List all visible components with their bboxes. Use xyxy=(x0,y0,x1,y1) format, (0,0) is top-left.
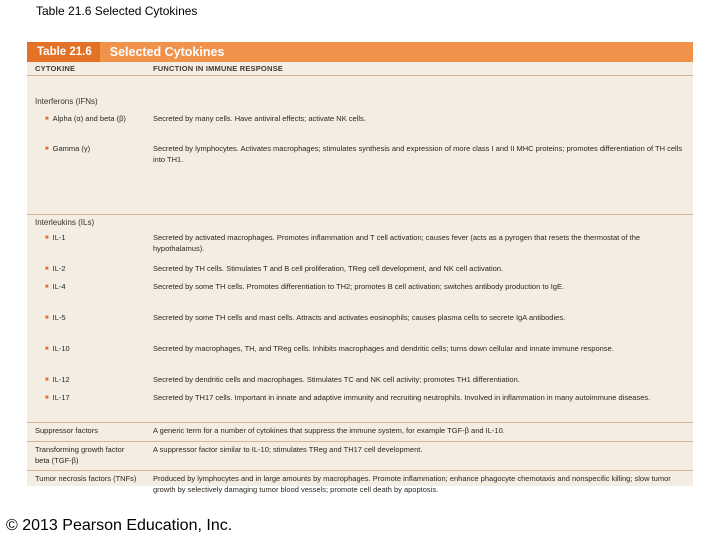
cytokine-name: IL-12 xyxy=(52,375,70,384)
group-title: Interleukins (ILs) xyxy=(35,218,95,227)
cytokine-name: Tumor necrosis factors (TNFs) xyxy=(35,474,137,483)
group-title: Interferons (IFNs) xyxy=(35,97,98,106)
cytokine-function: Produced by lymphocytes and in large amounts by macrophages. Promote inflammation; enhance phagocyte chemotaxis and nonspecific killing; slow tumor growth by selectively damaging tumor blood vessels; promote cell death by apoptosis. xyxy=(153,474,671,494)
bullet-icon: ■ xyxy=(45,146,49,152)
cytokine-function: A suppressor factor similar to IL-10; stimulates TReg and TH17 cell development. xyxy=(153,445,423,454)
slide-title: Table 21.6 Selected Cytokines xyxy=(36,4,198,18)
cytokine-function: Secreted by some TH cells and mast cells. Attracts and activates eosinophils; causes plasma cells to secrete IgA antibodies. xyxy=(153,313,566,322)
cytokine-function: A generic term for a number of cytokines that suppress the immune system, for example TGF-β and IL-10. xyxy=(153,426,505,435)
cytokine-name: IL-5 xyxy=(52,313,66,322)
cytokine-name: Transforming growth factor beta (TGF-β) xyxy=(35,445,125,465)
cytokine-function: Secreted by some TH cells. Promotes differentiation to TH2; promotes B cell activation; switches antibody production to IgE. xyxy=(153,282,565,291)
column-header-cytokine: CYTOKINE xyxy=(35,64,76,73)
cytokine-function: Secreted by dendritic cells and macrophages. Stimulates TC and NK cell activity; promotes TH1 differentiation. xyxy=(153,375,520,384)
column-header-function: FUNCTION IN IMMUNE RESPONSE xyxy=(153,64,283,73)
copyright-notice: © 2013 Pearson Education, Inc. xyxy=(6,517,233,534)
table-number-badge: Table 21.6 xyxy=(27,42,100,62)
interleukins-group xyxy=(27,215,693,423)
cytokine-name: IL-1 xyxy=(52,233,66,242)
cytokine-name: Alpha (α) and beta (β) xyxy=(52,114,126,123)
bullet-icon: ■ xyxy=(45,235,49,241)
bullet-icon: ■ xyxy=(45,116,49,122)
bullet-icon: ■ xyxy=(45,395,49,401)
cytokine-name: IL-17 xyxy=(52,393,70,402)
cytokine-function: Secreted by macrophages, TH, and TReg cells. Inhibits macrophages and dendritic cells; turns down cellular and innate immune response. xyxy=(153,344,614,353)
cytokine-function: Secreted by TH cells. Stimulates T and B cell proliferation, TReg cell development, and NK cell activation. xyxy=(153,264,504,273)
bullet-icon: ■ xyxy=(45,315,49,321)
column-headers xyxy=(27,62,693,76)
cytokine-name: Gamma (γ) xyxy=(52,144,91,153)
cytokine-name: IL-4 xyxy=(52,282,66,291)
cytokine-function: Secreted by many cells. Have antiviral effects; activate NK cells. xyxy=(153,114,366,123)
interferons-group xyxy=(27,76,693,215)
bullet-icon: ■ xyxy=(45,346,49,352)
suppressor-factors-row xyxy=(27,423,693,442)
cytokine-name: IL-10 xyxy=(52,344,70,353)
cytokine-function: Secreted by TH17 cells. Important in innate and adaptive immunity and recruiting neutrophils. Involved in inflammation in many autoimmune diseases. xyxy=(153,393,651,402)
cytokine-function: Secreted by activated macrophages. Promotes inflammation and T cell activation; causes fever (acts as a pyrogen that resets the thermostat of the hypothalamus). xyxy=(153,233,641,253)
table-title: Selected Cytokines xyxy=(109,45,225,59)
cytokine-name: Suppressor factors xyxy=(35,426,98,435)
bullet-icon: ■ xyxy=(45,377,49,383)
bullet-icon: ■ xyxy=(45,266,49,272)
cytokine-name: IL-2 xyxy=(52,264,66,273)
cytokine-table xyxy=(27,42,693,494)
tnf-row xyxy=(27,471,693,519)
tgf-beta-row xyxy=(27,442,693,471)
cytokine-function: Secreted by lymphocytes. Activates macrophages; stimulates synthesis and expression of more class I and II MHC proteins; promotes differentiation of TH cells into TH1. xyxy=(153,144,683,164)
table-header xyxy=(27,42,693,62)
bullet-icon: ■ xyxy=(45,284,49,290)
